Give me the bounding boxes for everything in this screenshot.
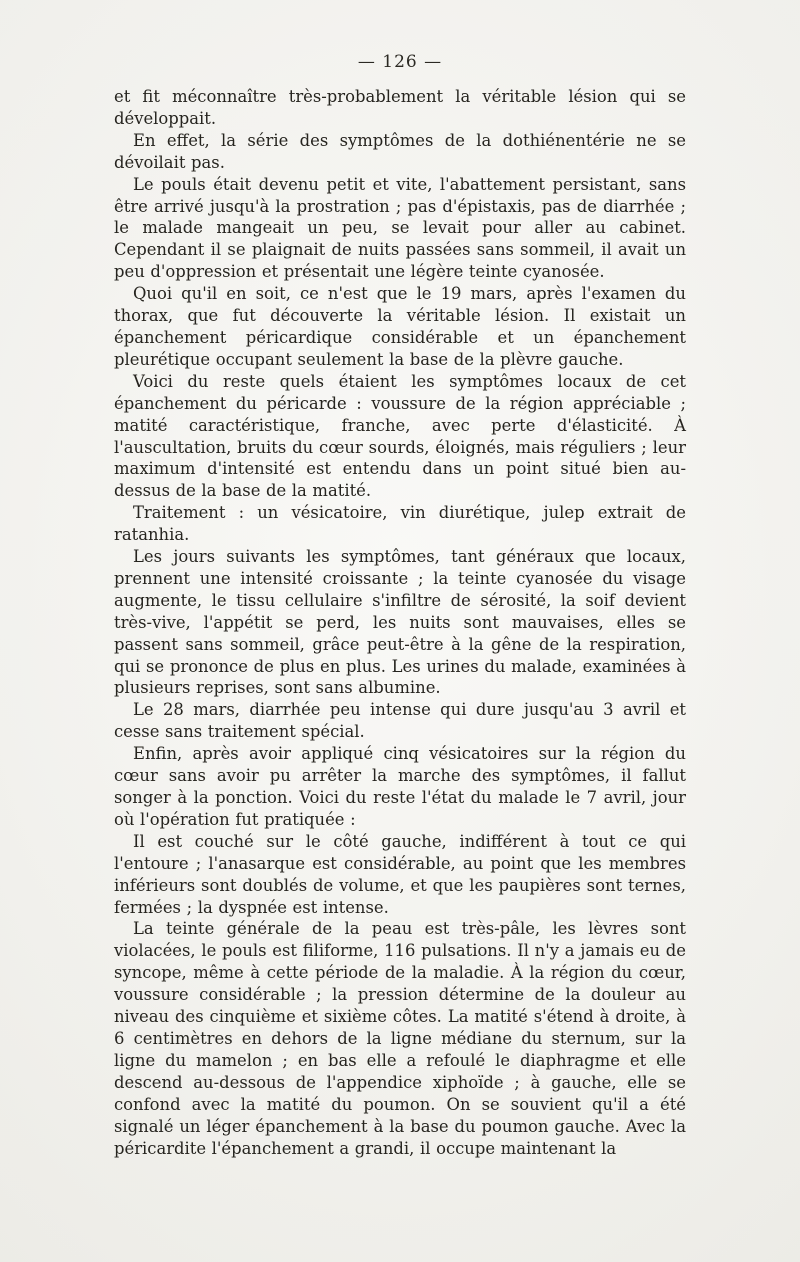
- paragraph: Les jours suivants les symptômes, tant généraux que locaux, prennent une intensité croissante ; la teinte cyanosée du visage augmente, le tissu cellulaire s'infiltre de sérosité, la soif devient très-vive, l'appétit se perd, les nuits sont mauvaises, elles se passent sans sommeil, grâce peut-être à la gêne de la respiration, qui se prononce de plus en plus. Les urines du malade, examinées à plusieurs reprises, sont sans albumine.: [114, 547, 686, 698]
- paragraph: Le pouls était devenu petit et vite, l'abattement persistant, sans être arrivé jusqu'à la prostration ; pas d'épistaxis, pas de diarrhée ; le malade mangeait un peu, se levait pour aller au cabinet. Cependant il se plaignait de nuits passées sans sommeil, il avait un peu d'oppression et présentait une légère teinte cyanosée.: [114, 174, 686, 282]
- body-text: [114, 86, 686, 1159]
- paragraph: Voici du reste quels étaient les symptômes locaux de cet épanchement du péricarde : voussure de la région appréciable ; matité caractéristique, franche, avec perte d'élasticité. À l'auscultation, bruits du cœur sourds, éloignés, mais réguliers ; leur maximum d'intensité est entendu dans un point situé bien au-dessus de la base de la matité.: [114, 371, 686, 501]
- paragraph: En effet, la série des symptômes de la dothiénentérie ne se dévoilait pas.: [114, 130, 686, 172]
- paragraph: Traitement : un vésicatoire, vin diurétique, julep extrait de ratanhia.: [114, 503, 686, 545]
- paragraph: Quoi qu'il en soit, ce n'est que le 19 mars, après l'examen du thorax, que fut découverte la véritable lésion. Il existait un épanchement péricardique considérable et un épanchement pleurétique occupant seulement la base de la plèvre gauche.: [114, 284, 686, 369]
- paragraph: Enfin, après avoir appliqué cinq vésicatoires sur la région du cœur sans avoir pu arrêter la marche des symptômes, il fallut songer à la ponction. Voici du reste l'état du malade le 7 avril, jour où l'opération fut pratiquée :: [114, 744, 686, 829]
- paragraph: Il est couché sur le côté gauche, indifférent à tout ce qui l'entoure ; l'anasarque est considérable, au point que les membres inférieurs sont doublés de volume, et que les paupières sont ternes, fermées ; la dyspnée est intense.: [114, 831, 686, 917]
- paragraph: Le 28 mars, diarrhée peu intense qui dure jusqu'au 3 avril et cesse sans traitement spécial.: [114, 700, 686, 742]
- paragraph: La teinte générale de la peau est très-pâle, les lèvres sont violacées, le pouls est filiforme, 116 pulsations. Il n'y a jamais eu de syncope, même à cette période de la maladie. À la région du cœur, voussure considérable ; la pression détermine de la douleur au niveau des cinquième et sixième côtes. La matité s'étend à droite, à 6 centimètres en dehors de la ligne médiane du sternum, sur la ligne du mamelon ; en bas elle a refoulé le diaphragme et elle descend au-dessous de l'appendice xiphoïde ; à gauche, elle se confond avec la matité du poumon. On se souvient qu'il a été signalé un léger épanchement à la base du poumon gauche. Avec la péricardite l'épanchement a grandi, il occupe maintenant la: [114, 919, 686, 1158]
- page-number: — 126 —: [357, 52, 443, 72]
- paragraph: et fit méconnaître très-probablement la véritable lésion qui se développait.: [114, 87, 686, 128]
